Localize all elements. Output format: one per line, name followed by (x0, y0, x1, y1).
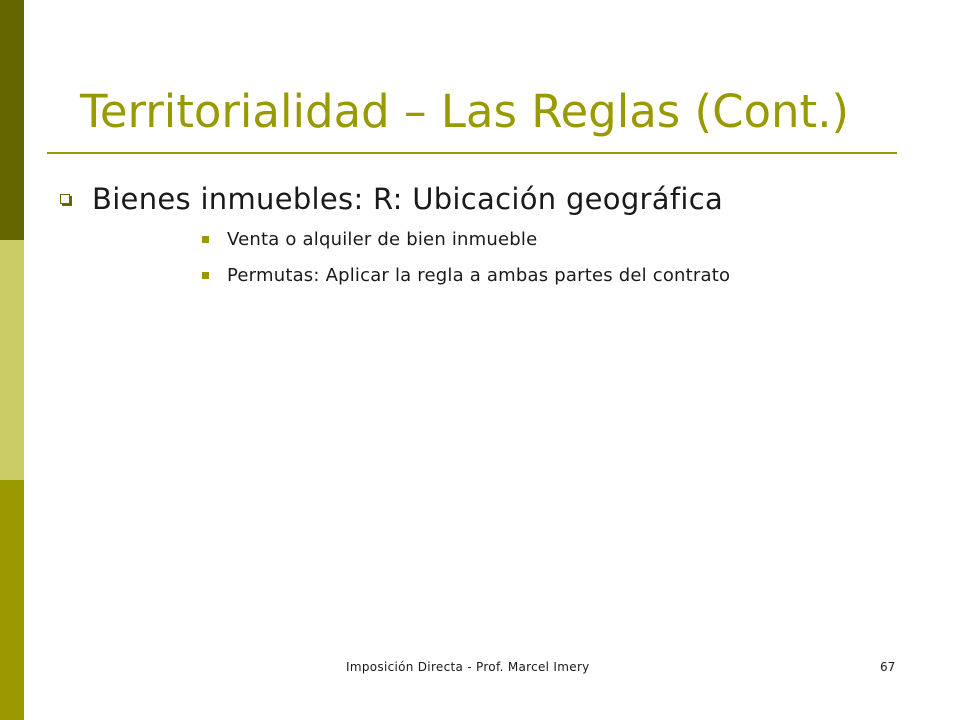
sub-bullet-text: Venta o alquiler de bien inmueble (227, 228, 538, 250)
bullet-item (60, 178, 723, 220)
sub-bullet-text: Permutas: Aplicar la regla a ambas partes del contrato (227, 264, 731, 286)
slide-title: Territorialidad – Las Reglas (Cont.) (80, 85, 850, 138)
slide-number: 67 (880, 660, 896, 674)
filled-square-bullet-icon (202, 236, 209, 243)
sidebar-segment-dark (0, 0, 24, 240)
sub-bullet-item (202, 260, 730, 290)
bullet-text: Bienes inmuebles: R: Ubicación geográfica (92, 182, 724, 216)
sidebar-segment-light (0, 240, 24, 480)
footer-caption: Imposición Directa - Prof. Marcel Imery (346, 660, 590, 674)
sub-bullet-item (202, 224, 537, 254)
sidebar-segment-medium (0, 480, 24, 720)
title-divider (47, 152, 897, 154)
filled-square-bullet-icon (202, 272, 209, 279)
decorative-sidebar (0, 0, 24, 720)
hollow-square-bullet-icon (60, 194, 70, 204)
